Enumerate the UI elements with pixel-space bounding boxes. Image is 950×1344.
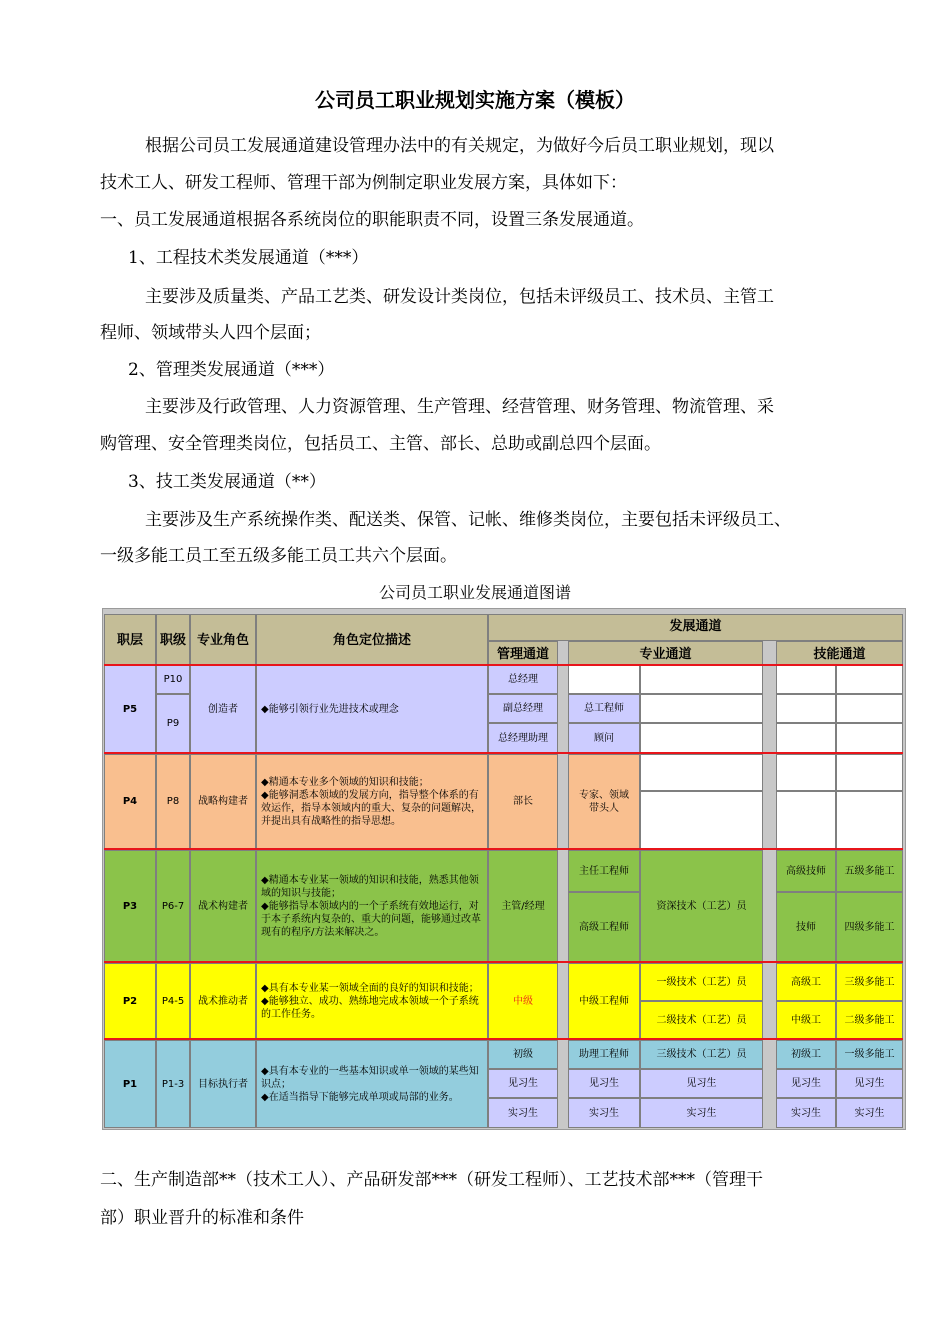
p5-skill-empty-3 (776, 694, 836, 723)
p2-skill-b: 三级多能工 (836, 963, 903, 1001)
tier-separator-header (104, 664, 903, 666)
p2-skill-a: 高级工 (776, 963, 836, 1001)
p1-prof-b-3: 实习生 (640, 1098, 763, 1128)
p3-prof-c: 资深技术（工艺）员 (640, 850, 763, 962)
p1-prof-b-2: 见习生 (640, 1069, 763, 1098)
subsection-1-text-2: 程师、领域带头人四个层面； (100, 323, 321, 343)
p2-mgmt: 中级 (488, 963, 558, 1039)
p4-skill-empty-3 (776, 791, 836, 849)
header-mgmt-channel: 管理通道 (488, 641, 558, 669)
p3-skill-c: 技师 (776, 892, 836, 962)
p3-skill-d: 四级多能工 (836, 892, 903, 962)
subsection-2-heading: 2、管理类发展通道（***） (128, 360, 335, 380)
p4-level: P4 (104, 754, 156, 849)
header-description: 角色定位描述 (256, 614, 488, 669)
tier-separator-p3 (104, 961, 903, 963)
header-skill-channel: 技能通道 (776, 641, 903, 669)
section-2-heading-line2: 部）职业晋升的标准和条件 (100, 1208, 304, 1228)
section-2-heading-line1: 二、生产制造部**（技术工人）、产品研发部***（研发工程师）、工艺技术部***（管理干 (100, 1170, 763, 1190)
p3-grade: P6-7 (156, 850, 190, 962)
header-role: 专业角色 (190, 614, 256, 669)
p5-role: 创造者 (190, 665, 256, 753)
p5-prof-empty-3 (640, 694, 763, 723)
p1-level: P1 (104, 1040, 156, 1128)
p3-skill-b: 五级多能工 (836, 850, 903, 892)
p2-grade: P4-5 (156, 963, 190, 1039)
p4-prof: 专家、领域带头人 (568, 754, 640, 849)
subsection-3-text-1: 主要涉及生产系统操作类、配送类、保管、记帐、维修类岗位，主要包括未评级员工、 (145, 510, 791, 530)
p1-mgmt-3: 实习生 (488, 1098, 558, 1128)
p5-mgmt-3: 总经理助理 (488, 723, 558, 753)
table-caption: 公司员工职业发展通道图谱 (378, 583, 571, 602)
p5-prof-1: 总工程师 (568, 694, 640, 723)
p1-grade: P1-3 (156, 1040, 190, 1128)
p5-grade-p10: P10 (156, 665, 190, 694)
subsection-1-heading: 1、工程技术类发展通道（***） (128, 248, 369, 268)
p2-skill-d: 二级多能工 (836, 1001, 903, 1039)
p1-prof-a-1: 助理工程师 (568, 1040, 640, 1069)
p2-prof-a: 中级工程师 (568, 963, 640, 1039)
career-path-table (102, 608, 906, 1130)
p1-skill-b-3: 实习生 (836, 1098, 903, 1128)
p1-prof-b-1: 三级技术（工艺）员 (640, 1040, 763, 1069)
p2-skill-c: 中级工 (776, 1001, 836, 1039)
p5-skill-empty-5 (776, 723, 836, 753)
p4-prof-empty-1 (640, 754, 763, 791)
p3-skill-a: 高级技师 (776, 850, 836, 892)
p1-skill-a-1: 初级工 (776, 1040, 836, 1069)
p1-skill-b-2: 见习生 (836, 1069, 903, 1098)
p1-skill-a-2: 见习生 (776, 1069, 836, 1098)
p1-mgmt-2: 见习生 (488, 1069, 558, 1098)
p5-prof-empty-2 (640, 665, 763, 694)
header-grade: 职级 (156, 614, 190, 669)
p2-prof-b: 一级技术（工艺）员 (640, 963, 763, 1001)
tier-separator-p5 (104, 752, 903, 754)
p2-prof-c: 二级技术（工艺）员 (640, 1001, 763, 1039)
p1-prof-a-2: 见习生 (568, 1069, 640, 1098)
p2-description: ◆具有本专业某一领域全面的良好的知识和技能； ◆能够独立、成功、熟练地完成本领域一个子系统的工作任务。 (256, 963, 488, 1039)
p5-level: P5 (104, 665, 156, 753)
p5-description: ◆能够引领行业先进技术或理念 (256, 665, 488, 753)
p5-prof-empty-1 (568, 665, 640, 694)
p3-prof-b: 高级工程师 (568, 892, 640, 962)
document-title: 公司员工职业规划实施方案（模板） (315, 88, 635, 112)
subsection-1-text-1: 主要涉及质量类、产品工艺类、研发设计类岗位，包括未评级员工、技术员、主管工 (145, 287, 774, 307)
p4-mgmt: 部长 (488, 754, 558, 849)
subsection-3-heading: 3、技工类发展通道（**） (128, 472, 326, 492)
p5-skill-empty-6 (836, 723, 903, 753)
p5-skill-empty-2 (836, 665, 903, 694)
p4-prof-empty-2 (640, 791, 763, 849)
p4-skill-empty-2 (836, 754, 903, 791)
header-level: 职层 (104, 614, 156, 669)
p3-prof-a: 主任工程师 (568, 850, 640, 892)
p2-role: 战术推动者 (190, 963, 256, 1039)
p5-mgmt-2: 副总经理 (488, 694, 558, 723)
subsection-2-text-2: 购管理、安全管理类岗位，包括员工、主管、部长、总助或副总四个层面。 (100, 434, 661, 454)
p4-role: 战略构建者 (190, 754, 256, 849)
section-1-heading: 一、员工发展通道根据各系统岗位的职能职责不同，设置三条发展通道。 (100, 210, 644, 230)
tier-separator-p2 (104, 1038, 903, 1040)
p4-grade: P8 (156, 754, 190, 849)
tier-separator-p4 (104, 848, 903, 850)
p1-skill-a-3: 实习生 (776, 1098, 836, 1128)
p3-mgmt: 主管/经理 (488, 850, 558, 962)
p4-description: ◆精通本专业多个领域的知识和技能； ◆能够洞悉本领域的发展方向，指导整个体系的有效运作，指导本领域内的重大、复杂的问题解决，并提出具有战略性的指导思想。 (256, 754, 488, 849)
p2-level: P2 (104, 963, 156, 1039)
p3-description: ◆精通本专业某一领域的知识和技能，熟悉其他领域的知识与技能； ◆能够指导本领域内的一个子系统有效地运行，对于本子系统内复杂的、重大的问题，能够通过改革现有的程序/方法来解决之。 (256, 850, 488, 962)
p5-mgmt-1: 总经理 (488, 665, 558, 694)
p4-skill-empty-1 (776, 754, 836, 791)
p1-mgmt-1: 初级 (488, 1040, 558, 1069)
p5-prof-2: 顾问 (568, 723, 640, 753)
p3-level: P3 (104, 850, 156, 962)
p1-role: 目标执行者 (190, 1040, 256, 1128)
p4-skill-empty-4 (836, 791, 903, 849)
p5-skill-empty-4 (836, 694, 903, 723)
p3-role: 战术构建者 (190, 850, 256, 962)
p5-grade-p9: P9 (156, 694, 190, 753)
p1-description: ◆具有本专业的一些基本知识或单一领域的某些知识点； ◆在适当指导下能够完成单项或局部的业务。 (256, 1040, 488, 1128)
p1-skill-b-1: 一级多能工 (836, 1040, 903, 1069)
subsection-2-text-1: 主要涉及行政管理、人力资源管理、生产管理、经营管理、财务管理、物流管理、采 (145, 397, 774, 417)
p1-prof-a-3: 实习生 (568, 1098, 640, 1128)
header-prof-channel: 专业通道 (568, 641, 763, 669)
paragraph-intro-2: 技术工人、研发工程师、管理干部为例制定职业发展方案，具体如下： (100, 173, 627, 193)
paragraph-intro-1: 根据公司员工发展通道建设管理办法中的有关规定，为做好今后员工职业规划，现以 (145, 136, 774, 156)
subsection-3-text-2: 一级多能工员工至五级多能工员工共六个层面。 (100, 546, 457, 566)
header-channels: 发展通道 (488, 614, 903, 641)
p5-prof-empty-4 (640, 723, 763, 753)
p5-skill-empty-1 (776, 665, 836, 694)
